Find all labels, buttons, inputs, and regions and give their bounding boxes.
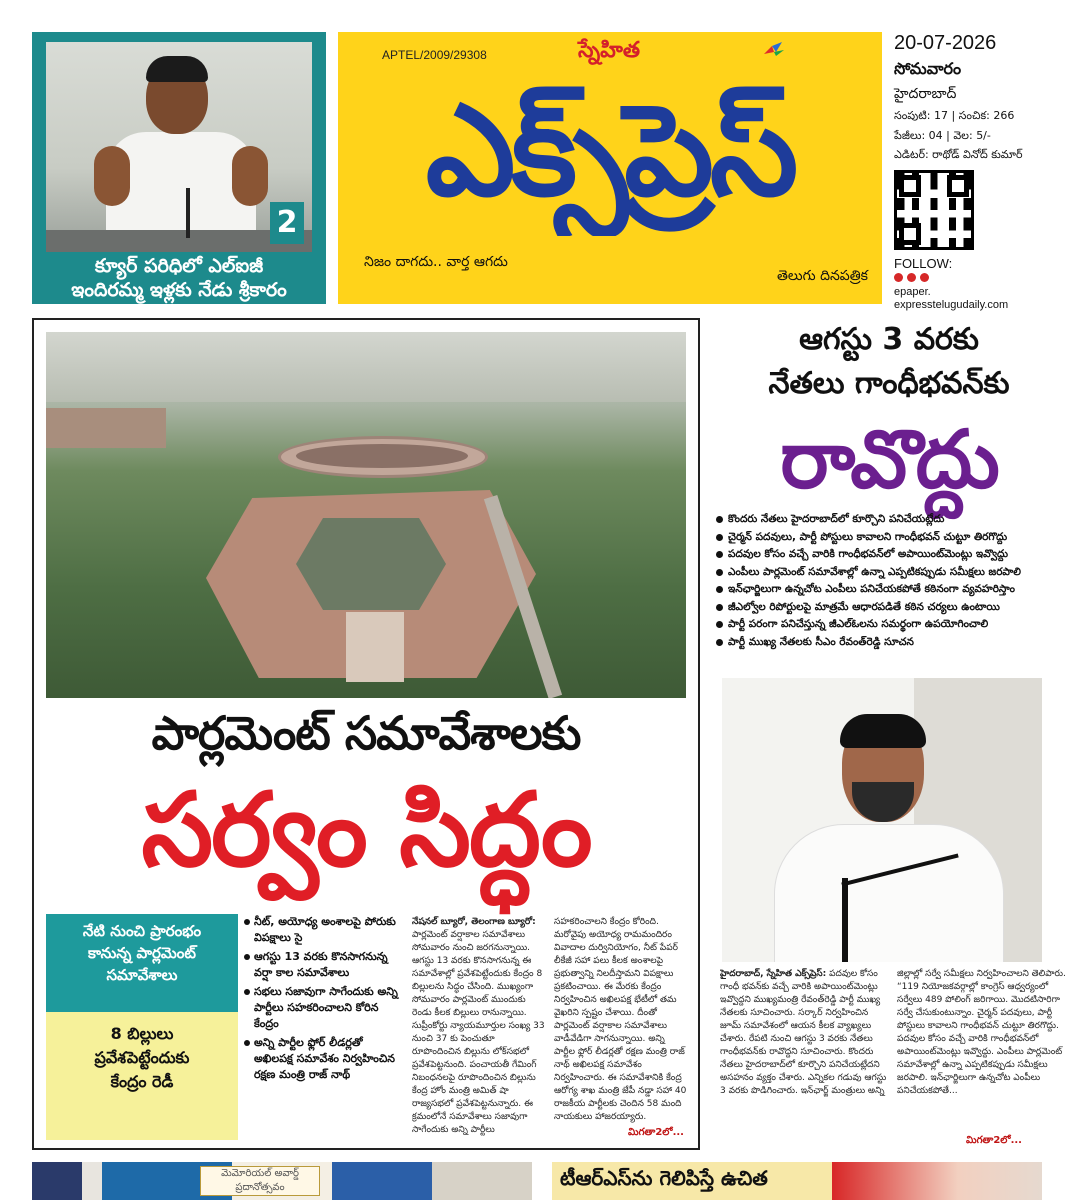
cm-photo bbox=[722, 678, 1042, 962]
right-dateline: హైదరాబాద్, స్నేహిత ఎక్స్‌ప్రెస్: bbox=[720, 969, 827, 979]
award-banner: మెమోరియల్ అవార్డ్ ప్రదానోత్సవం bbox=[200, 1166, 320, 1196]
teaser-headline: క్యూర్ పరిధిలో ఎల్ఐజీ ఇందిరమ్మ ఇళ్లకు నేడు శ్రీకారం bbox=[71, 255, 287, 301]
bottom-right-headline: టీఆర్ఎస్‌ను గెలిపిస్తే ఉచిత bbox=[560, 1166, 768, 1190]
twitter-icon[interactable] bbox=[920, 273, 929, 282]
right-body: పదవుల కోసం గాంధీ భవన్‌కు వచ్చే వారికి అపాయింట్‌మెంట్లు ఇవ్వొద్దని ముఖ్యమంత్రి రేవంత్‌రెడ్డి పార్టీ ముఖ్య నేతలకు సూచించారు. సర్కార్ నిర్వహించిన జూమ్ సమావేశంలో ఆయన కీలక వ్యాఖ్యలు చేశారు. రేపటి నుంచి ఆగస్టు 3 వరకు నేతలు గాంధీభవన్‌కు రావొద్దని సూచించారు. కొందరు నేతలు హైదరాబాద్‌లో కూర్చొని పనిచేయట్లేదని అసహనం వ్యక్తం చేశారు. ఎన్నికల గడువు ఆగస్టు 3 వరకు పొడిగించారు. ఇన్‌ఛార్జ్ మంత్రులు అన్ని జిల్లాల్లో సర్వే సమీక్షలు నిర్వహించాలని తెలిపారు. “119 నియోజకవర్గాల్లో కాంగ్రెస్ ఆధ్వర్యంలో సర్వేలు 489 పోలింగ్ జరిగాయి. మొదటిసారిగా సర్వే చేసుకుంటున్నాం. చైర్మన్ పదవులు, పార్టీ పోస్టులు కావాలని గాంధీభవన్ చుట్టూ తిరగొద్దు. పదవుల కోసం వచ్చే వారికి గాంధీభవన్‌లో అపాయింట్‌మెంట్లు ఇవ్వొద్దు. ఎంపీలు పార్లమెంట్ సమావేశాల్లో ఉన్నా ఎప్పటికప్పుడు సమీక్షలు జరపాలి. ఇన్‌ఛార్జిలుగా ఉన్నచోట ఎంపీలు పనిచేయకపోతే... bbox=[720, 969, 1066, 1096]
issue-day: సోమవారం bbox=[894, 59, 962, 78]
list-item: ఆగస్టు 13 వరకు కొనసాగనున్న వర్షా కాల సమావేశాలు bbox=[244, 949, 404, 981]
lead-continued-link[interactable]: మిగతా2లో... bbox=[628, 1127, 684, 1138]
right-continued-link[interactable]: మిగతా2లో... bbox=[962, 1134, 1022, 1148]
right-kicker-1: ఆగస్టు 3 వరకు bbox=[799, 322, 979, 357]
teaser-page-number: 2 bbox=[270, 202, 304, 244]
bottom-right-story[interactable] bbox=[552, 1162, 1042, 1200]
brand-small: స్నేహిత bbox=[578, 38, 640, 63]
brand-main: ఎక్స్‌ప్రెస్ bbox=[425, 77, 795, 224]
lead-body: పార్లమెంట్ వర్షాకాల సమావేశాలు సోమవారం నుంచి జరగనున్నాయి. ఆగస్టు 13 వరకు కొనసాగనున్న ఈ సమావేశాల్లో ప్రవేశపెట్టేందుకు కేంద్రం 8 బిల్లులను సిద్ధం చేసింది. ముఖ్యంగా సోమవారం పార్లమెంట్ ముందుకు రెండు కీలక బిల్లులు రానున్నాయి. సుప్రీంకోర్టు న్యాయమూర్తుల సంఖ్య 33 నుంచి 37 కు పెంచుతూ రూపొందించిన బిల్లును లోక్‌సభలో ప్రవేశపెట్టనుంది. పంచాయతీ గేమింగ్ నిబంధనలపై రూపొందించిన బిల్లును కేంద్ర హోం మంత్రి అమిత్ షా రాజ్యసభలో ప్రవేశపెట్టనున్నారు. ఈ క్రమంలోనే సమావేశాలు సజావుగా సాగేందుకు అన్ని పార్టీలు సహకరించాలని కేంద్రం కోరింది. మరోవైపు అయోధ్య రామమందిరం వివాదాల దుర్వినియోగం, నీట్ పేపర్ లీకేజీ సహా పలు కీలక అంశాలపై ప్రభుత్వాన్ని నిలదీస్తామని విపక్షాలు ప్రకటించాయి. ఈ మేరకు కేంద్రం నిర్వహించిన అఖిలపక్ష భేటీలో తమ వైఖరిని స్పష్టం చేశాయి. దీంతో పార్లమెంట్ వర్షాకాల సమావేశాలు వాడీవేడిగా సాగనున్నాయి. అన్ని పార్టీల ఫ్లోర్ లీడర్లతో రక్షణ మంత్రి రాజ్ నాథ్ అఖిలపక్ష సమావేశం నిర్వహించారు. ఈ సమావేశానికి కేంద్ర ఆరోగ్య శాఖ మంత్రి జేపీ నడ్డా సహా 40 రాజకీయ పార్టీలకు చెందిన 58 మంది నాయకులు హాజరయ్యారు. bbox=[412, 917, 687, 1135]
bottom-left-photo-strip[interactable] bbox=[32, 1162, 532, 1200]
lead-story[interactable] bbox=[32, 318, 700, 1150]
follow-label: FOLLOW: bbox=[894, 256, 953, 271]
list-item: కొందరు నేతలు హైదరాబాద్‌లో కూర్చొని పనిచేయట్లేదు bbox=[716, 512, 1064, 528]
list-item: ఎంపీలు పార్లమెంట్ సమావేశాల్లో ఉన్నా ఎప్పటికప్పుడు సమీక్షలు జరపాలి bbox=[716, 565, 1064, 581]
list-item: జీఎల్వోల రిపోర్టులపై మాత్రమే ఆధారపడితే కఠిన చర్యలు ఉంటాయి bbox=[716, 600, 1064, 616]
list-item: సభలు సజావుగా సాగేందుకు అన్ని పార్టీలు సహకరించాలని కోరిన కేంద్రం bbox=[244, 984, 404, 1032]
right-bullets bbox=[716, 512, 1064, 652]
pages-price: పేజీలు: 04 | వెల: 5/- bbox=[894, 129, 991, 142]
lead-box-top: నేటి నుంచి ప్రారంభం కానున్న పార్లమెంట్ సమావేశాలు bbox=[46, 914, 238, 1012]
registration-number: APTEL/2009/29308 bbox=[382, 48, 487, 62]
epaper-url[interactable]: epaper. expresstelugudaily.com bbox=[894, 286, 1009, 311]
list-item: పదవుల కోసం వచ్చే వారికి గాంధీభవన్‌లో అపాయింట్‌మెంట్లు ఇవ్వొద్దు bbox=[716, 547, 1064, 563]
lead-bullets bbox=[244, 914, 404, 1086]
right-body-text bbox=[720, 968, 1066, 1150]
lead-headline: సర్వం సిద్ధం bbox=[141, 771, 591, 890]
bottom-right-image bbox=[832, 1162, 1042, 1200]
teaser-panel[interactable] bbox=[32, 32, 326, 304]
issue-city: హైదరాబాద్ bbox=[894, 86, 957, 102]
facebook-icon[interactable] bbox=[894, 273, 903, 282]
qr-code-icon[interactable] bbox=[894, 170, 974, 250]
bird-logo-icon bbox=[762, 40, 786, 64]
list-item: నీట్, అయోధ్య అంశాలపై పోరుకు విపక్షాలు సై bbox=[244, 914, 404, 946]
right-headline: రావొద్దు bbox=[780, 413, 998, 506]
parliament-photo bbox=[46, 332, 686, 698]
right-kicker-2: నేతలు గాంధీభవన్‌కు bbox=[768, 366, 1010, 401]
tagline: తెలుగు దినపత్రిక bbox=[776, 268, 868, 284]
lead-highlight-box bbox=[46, 914, 238, 1140]
social-icons[interactable] bbox=[894, 273, 1064, 282]
issue-date: 20-07-2026 bbox=[894, 32, 997, 54]
lead-box-bottom: 8 బిల్లులు ప్రవేశపెట్టేందుకు కేంద్రం రెడీ bbox=[94, 1024, 190, 1091]
list-item: పార్టీ ముఖ్య నేతలకు సీఎం రేవంత్‌రెడ్డి సూచన bbox=[716, 635, 1064, 651]
lead-dateline: నేషనల్ బ్యూరో, తెలంగాణ బ్యూరో: bbox=[412, 917, 536, 927]
list-item: ఇన్‌ఛార్జిలుగా ఉన్నచోట ఎంపీలు పనిచేయకపోతే కఠినంగా వ్యవహరిస్తాం bbox=[716, 582, 1064, 598]
list-item: అన్ని పార్టీల ఫ్లోర్ లీడర్లతో అఖిలపక్ష సమావేశం నిర్వహించిన రక్షణ మంత్రి రాజ్ నాథ్ bbox=[244, 1035, 404, 1083]
slogan: నిజం దాగదు.. వార్త ఆగదు bbox=[364, 254, 508, 270]
instagram-icon[interactable] bbox=[907, 273, 916, 282]
lead-kicker: పార్లమెంట్ సమావేశాలకు bbox=[151, 706, 581, 760]
editor-credit: ఎడిటర్: రాథోడ్ వినోద్ కుమార్ bbox=[894, 148, 1023, 161]
list-item: పార్టీ పరంగా పనిచేస్తున్న జీఎల్ఓలను సమర్థంగా ఉపయోగించాలి bbox=[716, 617, 1064, 633]
teaser-photo bbox=[46, 42, 312, 252]
masthead-info bbox=[894, 32, 1064, 311]
volume-issue: సంపుటి: 17 | సంచిక: 266 bbox=[894, 109, 1015, 122]
masthead-logo bbox=[338, 32, 882, 304]
list-item: చైర్మన్ పదవులు, పార్టీ పోస్టులు కావాలని గాంధీభవన్ చుట్టూ తిరగొద్దు bbox=[716, 530, 1064, 546]
lead-body-text bbox=[412, 916, 688, 1140]
